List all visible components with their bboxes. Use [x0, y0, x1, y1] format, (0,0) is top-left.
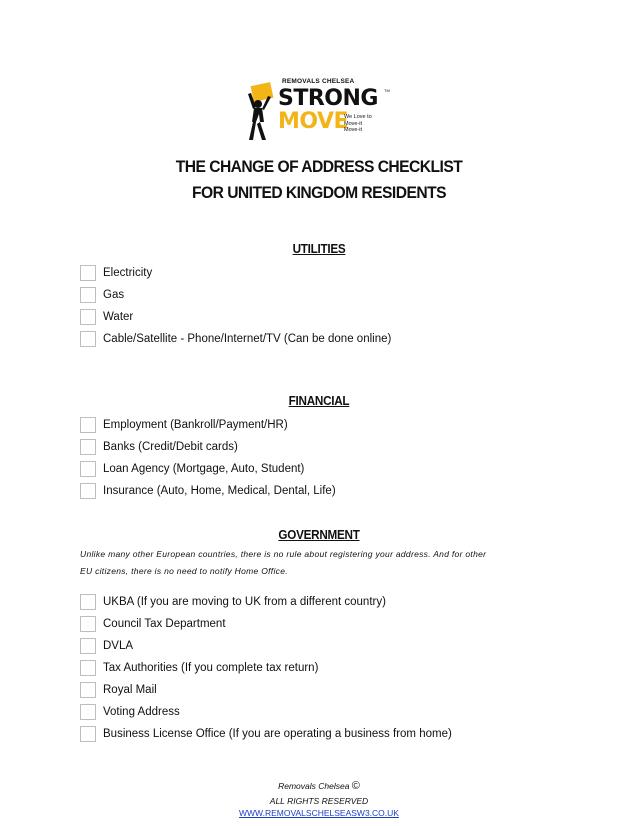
checkbox[interactable]: [80, 704, 96, 720]
company-logo: [244, 78, 394, 144]
checkbox[interactable]: [80, 309, 96, 325]
footer-link-wrapper: [0, 808, 638, 818]
checklist-item-label: DVLA: [103, 640, 134, 652]
checklist-item-label: Royal Mail: [103, 684, 157, 696]
checkbox[interactable]: [80, 594, 96, 610]
logo-top-text: REMOVALS CHELSEA: [282, 78, 355, 85]
checklist-item-label: Tax Authorities (If you complete tax return): [103, 662, 319, 674]
checkbox[interactable]: [80, 682, 96, 698]
checkbox[interactable]: [80, 287, 96, 303]
government-note-line-2: EU citizens, there is no need to notify Home Office.: [80, 566, 288, 576]
footer-company: [0, 780, 638, 792]
checklist-item-label: Cable/Satellite - Phone/Internet/TV (Can be done online): [103, 333, 392, 345]
footer-company-name: Removals Chelsea: [278, 781, 350, 791]
checklist-item-label: Electricity: [103, 267, 153, 279]
section-heading-financial: FINANCIAL: [288, 393, 350, 408]
logo-word-move: MOVE: [278, 109, 349, 134]
checklist-item-label: Water: [103, 311, 134, 323]
logo-word-strong: STRONG: [278, 86, 378, 111]
checkbox[interactable]: [80, 638, 96, 654]
checklist-item-label: Insurance (Auto, Home, Medical, Dental, Life): [103, 485, 336, 497]
checkbox[interactable]: [80, 331, 96, 347]
checkbox[interactable]: [80, 265, 96, 281]
checkbox[interactable]: [80, 461, 96, 477]
checkbox[interactable]: [80, 417, 96, 433]
footer-rights: ALL RIGHTS RESERVED: [269, 796, 369, 806]
checkbox[interactable]: [80, 660, 96, 676]
document-title-line-2: FOR UNITED KINGDOM RESIDENTS: [192, 183, 446, 202]
government-note-line-1: Unlike many other European countries, there is no rule about registering your address. And for other: [80, 549, 487, 559]
checkbox[interactable]: [80, 616, 96, 632]
checklist-item-label: Gas: [103, 289, 125, 301]
checklist-item-label: UKBA (If you are moving to UK from a different country): [103, 596, 386, 608]
checkbox[interactable]: [80, 483, 96, 499]
logo-tagline: We Love to Move-it Move-it: [344, 114, 372, 133]
checklist-item-label: Council Tax Department: [103, 618, 226, 630]
copyright-icon: ©: [351, 780, 360, 792]
checkbox[interactable]: [80, 726, 96, 742]
logo-trademark: TM: [384, 88, 390, 93]
mover-figure-icon: [244, 82, 278, 144]
document-title-line-1: THE CHANGE OF ADDRESS CHECKLIST: [175, 157, 463, 176]
checklist-item-label: Business License Office (If you are operating a business from home): [103, 728, 452, 740]
section-heading-utilities: UTILITIES: [292, 241, 346, 256]
checklist-item-label: Loan Agency (Mortgage, Auto, Student): [103, 463, 305, 475]
website-link[interactable]: WWW.REMOVALSCHELSEASW3.CO.UK: [239, 808, 399, 818]
checklist-item-label: Banks (Credit/Debit cards): [103, 441, 238, 453]
checkbox[interactable]: [80, 439, 96, 455]
checklist-item-label: Voting Address: [103, 706, 180, 718]
section-heading-government: GOVERNMENT: [278, 527, 360, 542]
checklist-item-label: Employment (Bankroll/Payment/HR): [103, 419, 288, 431]
